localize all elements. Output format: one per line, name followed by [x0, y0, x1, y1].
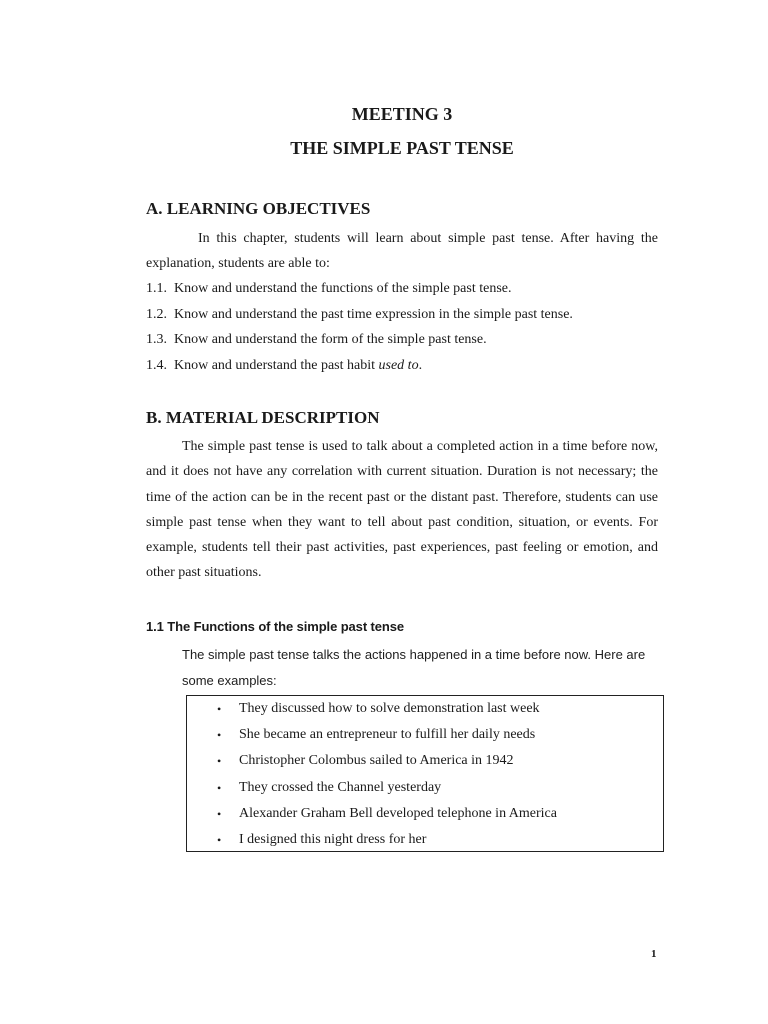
section-b-heading: B. MATERIAL DESCRIPTION — [146, 408, 380, 427]
objective-text: Know and understand the form of the simple past tense. — [174, 332, 487, 348]
example-item — [187, 827, 557, 853]
examples-box — [186, 695, 664, 852]
objective-item — [146, 276, 573, 302]
subsection-intro: The simple past tense talks the actions happened in a time before now. Here are some examples: — [182, 647, 646, 688]
example-text: I designed this night dress for her — [239, 832, 427, 848]
objective-text: Know and understand the past habit — [174, 357, 379, 373]
example-text: They discussed how to solve demonstration last week — [239, 701, 540, 716]
section-a-intro: In this chapter, students will learn about simple past tense. After having the explanation, students are able to: — [146, 231, 658, 272]
example-text: Christopher Colombus sailed to America in 1942 — [239, 753, 514, 769]
objective-number: 1.2. — [146, 306, 167, 322]
subsection-heading: 1.1 The Functions of the simple past tense — [146, 619, 405, 634]
bullet-icon: • — [217, 780, 222, 795]
objective-number: 1.4. — [146, 357, 167, 373]
topic-title: THE SIMPLE PAST TENSE — [290, 138, 514, 158]
bullet-icon: • — [217, 806, 222, 821]
example-text: She became an entrepreneur to fulfill her daily needs — [239, 727, 536, 743]
examples-list — [187, 696, 557, 853]
objective-item — [146, 302, 573, 328]
objective-number: 1.1. — [146, 281, 167, 296]
page-number: 1 — [651, 948, 657, 960]
section-a-heading: A. LEARNING OBJECTIVES — [146, 199, 371, 218]
example-text: Alexander Graham Bell developed telephone in America — [239, 805, 557, 821]
example-item — [187, 696, 557, 722]
objectives-list — [146, 276, 573, 378]
objective-item — [146, 353, 573, 379]
objective-emphasis: used to — [378, 357, 419, 373]
objective-text: Know and understand the functions of the simple past tense. — [174, 281, 512, 296]
example-item — [187, 775, 557, 801]
bullet-icon: • — [217, 754, 222, 769]
objective-text: Know and understand the past time expression in the simple past tense. — [174, 306, 573, 322]
example-item — [187, 722, 557, 748]
bullet-icon: • — [217, 728, 222, 743]
section-b-body: The simple past tense is used to talk about a completed action in a time before now, and it does not have any correlation with current situation. Duration is not necessary; the time of the action can be in the recent past or the distant past. Therefore, students can use simple past tense when they want to tell about past condition, situation, or events. For example, students tell their past activities, past experiences, past feeling or emotion, and other past situations. — [146, 439, 658, 581]
objective-number: 1.3. — [146, 332, 167, 348]
example-text: They crossed the Channel yesterday — [239, 779, 442, 795]
example-item — [187, 801, 557, 827]
example-item — [187, 748, 557, 774]
objective-item — [146, 327, 573, 353]
objective-suffix: . — [418, 357, 423, 373]
meeting-title: MEETING 3 — [351, 104, 453, 124]
bullet-icon: • — [217, 833, 222, 848]
bullet-icon: • — [217, 702, 222, 716]
